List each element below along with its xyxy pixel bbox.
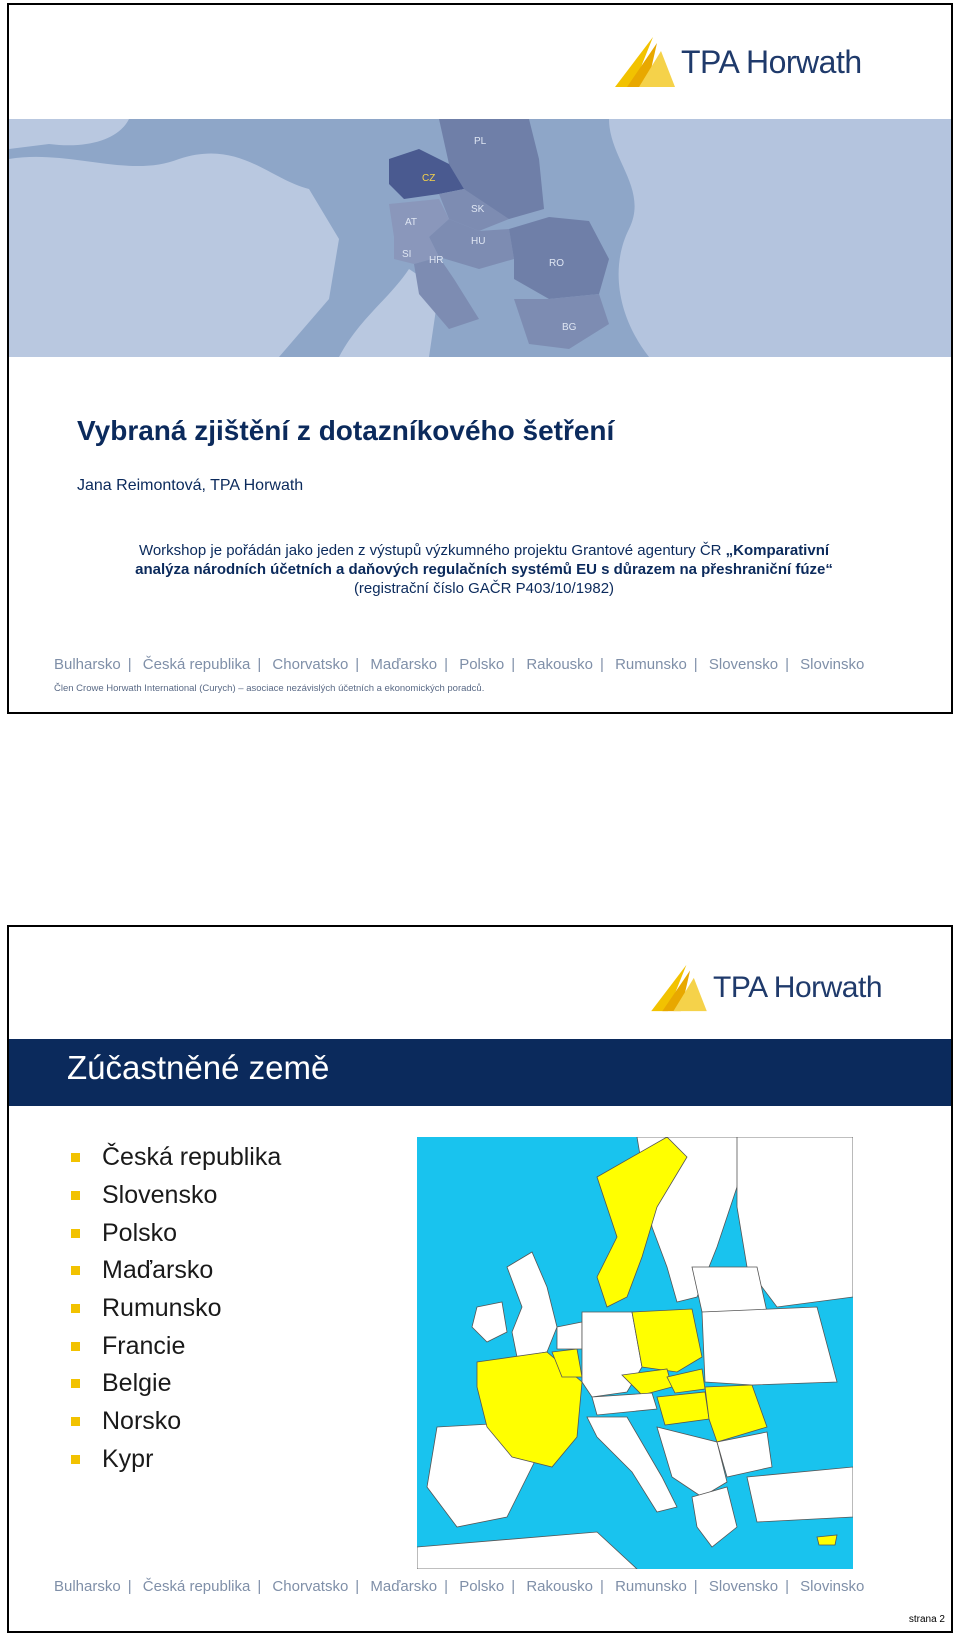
list-item: Francie	[69, 1327, 281, 1365]
list-item: Česká republika	[69, 1139, 281, 1177]
list-item: Belgie	[69, 1365, 281, 1403]
registration-number: (registrační číslo GAČR P403/10/1982)	[353, 580, 615, 597]
footer-country: Rakousko	[526, 1578, 594, 1595]
map-label-si: SI	[402, 249, 412, 260]
workshop-text: Workshop je pořádán jako jeden z výstupů výzkumného projektu Grantové agentury ČR	[138, 542, 726, 559]
author-line: Jana Reimontová, TPA Horwath	[77, 477, 304, 494]
footer-country: Rumunsko	[615, 656, 687, 673]
list-item: Norsko	[69, 1403, 281, 1441]
footer-country: Polsko	[459, 656, 505, 673]
footer-country: Rakousko	[526, 656, 594, 673]
footer-country: Chorvatsko	[272, 1578, 349, 1595]
workshop-description	[69, 541, 899, 598]
footer-country: Slovensko	[708, 1578, 779, 1595]
logo-text: TPA Horwath	[681, 43, 862, 80]
footer-country: Rumunsko	[615, 1578, 687, 1595]
membership-note: Člen Crowe Horwath International (Curych) – asociace nezávislých účetních a ekonomických poradců.	[54, 683, 485, 694]
presentation-title: Vybraná zjištění z dotazníkového šetření	[77, 415, 615, 446]
bullet-icon	[71, 1379, 80, 1388]
europe-map	[417, 1137, 853, 1569]
tpa-horwath-logo	[613, 35, 862, 89]
bullet-icon	[71, 1455, 80, 1464]
map-label-sk: SK	[471, 204, 485, 215]
bullet-icon	[71, 1153, 80, 1162]
map-label-pl: PL	[474, 136, 487, 147]
country-list	[69, 1139, 281, 1478]
project-name-end: analýza národních účetních a daňových regulačních systémů EU s důrazem na přeshraniční fúze“	[135, 561, 833, 578]
list-item: Maďarsko	[69, 1252, 281, 1290]
map-label-hr: HR	[429, 255, 444, 266]
footer-country: Maďarsko	[370, 1578, 438, 1595]
project-name-start: „Komparativní	[725, 542, 830, 559]
country-footer: Bulharsko | Česká republika | Chorvatsko | Maďarsko | Polsko | Rakousko | Rumunsko | Slovensko | Slovinsko	[54, 656, 865, 673]
footer-country: Maďarsko	[370, 656, 438, 673]
footer-country: Polsko	[459, 1578, 505, 1595]
footer-country: Česká republika	[142, 656, 251, 673]
bullet-icon	[71, 1266, 80, 1275]
footer-country: Česká republika	[142, 1578, 251, 1595]
map-label-cz: CZ	[422, 173, 436, 184]
page-number: strana 2	[908, 1614, 945, 1625]
footer-country: Slovensko	[708, 656, 779, 673]
list-item: Rumunsko	[69, 1290, 281, 1328]
list-item: Slovensko	[69, 1177, 281, 1215]
footer-country: Slovinsko	[800, 656, 865, 673]
bullet-icon	[71, 1342, 80, 1351]
list-item: Polsko	[69, 1214, 281, 1252]
country-footer: Bulharsko | Česká republika | Chorvatsko | Maďarsko | Polsko | Rakousko | Rumunsko | Slovensko | Slovinsko	[54, 1578, 865, 1595]
title-slide	[7, 3, 953, 714]
tpa-horwath-logo	[649, 963, 882, 1013]
tpa-swoosh-icon	[613, 35, 677, 89]
map-label-bg: BG	[562, 322, 577, 333]
footer-country: Slovinsko	[800, 1578, 865, 1595]
map-label-hu: HU	[471, 236, 486, 247]
footer-country: Bulharsko	[54, 1578, 121, 1595]
bullet-icon	[71, 1304, 80, 1313]
map-label-ro: RO	[549, 258, 564, 269]
bullet-icon	[71, 1417, 80, 1426]
title-banner	[9, 1039, 953, 1106]
footer-country: Bulharsko	[54, 656, 121, 673]
slide-title: Zúčastněné země	[67, 1049, 330, 1086]
bullet-icon	[71, 1229, 80, 1238]
tpa-swoosh-icon	[649, 963, 709, 1013]
footer-country: Chorvatsko	[272, 656, 349, 673]
central-europe-map	[9, 119, 953, 357]
map-label-at: AT	[405, 217, 418, 228]
bullet-icon	[71, 1191, 80, 1200]
participating-countries-slide	[7, 925, 953, 1633]
list-item: Kypr	[69, 1441, 281, 1479]
logo-text: TPA Horwath	[713, 971, 883, 1004]
